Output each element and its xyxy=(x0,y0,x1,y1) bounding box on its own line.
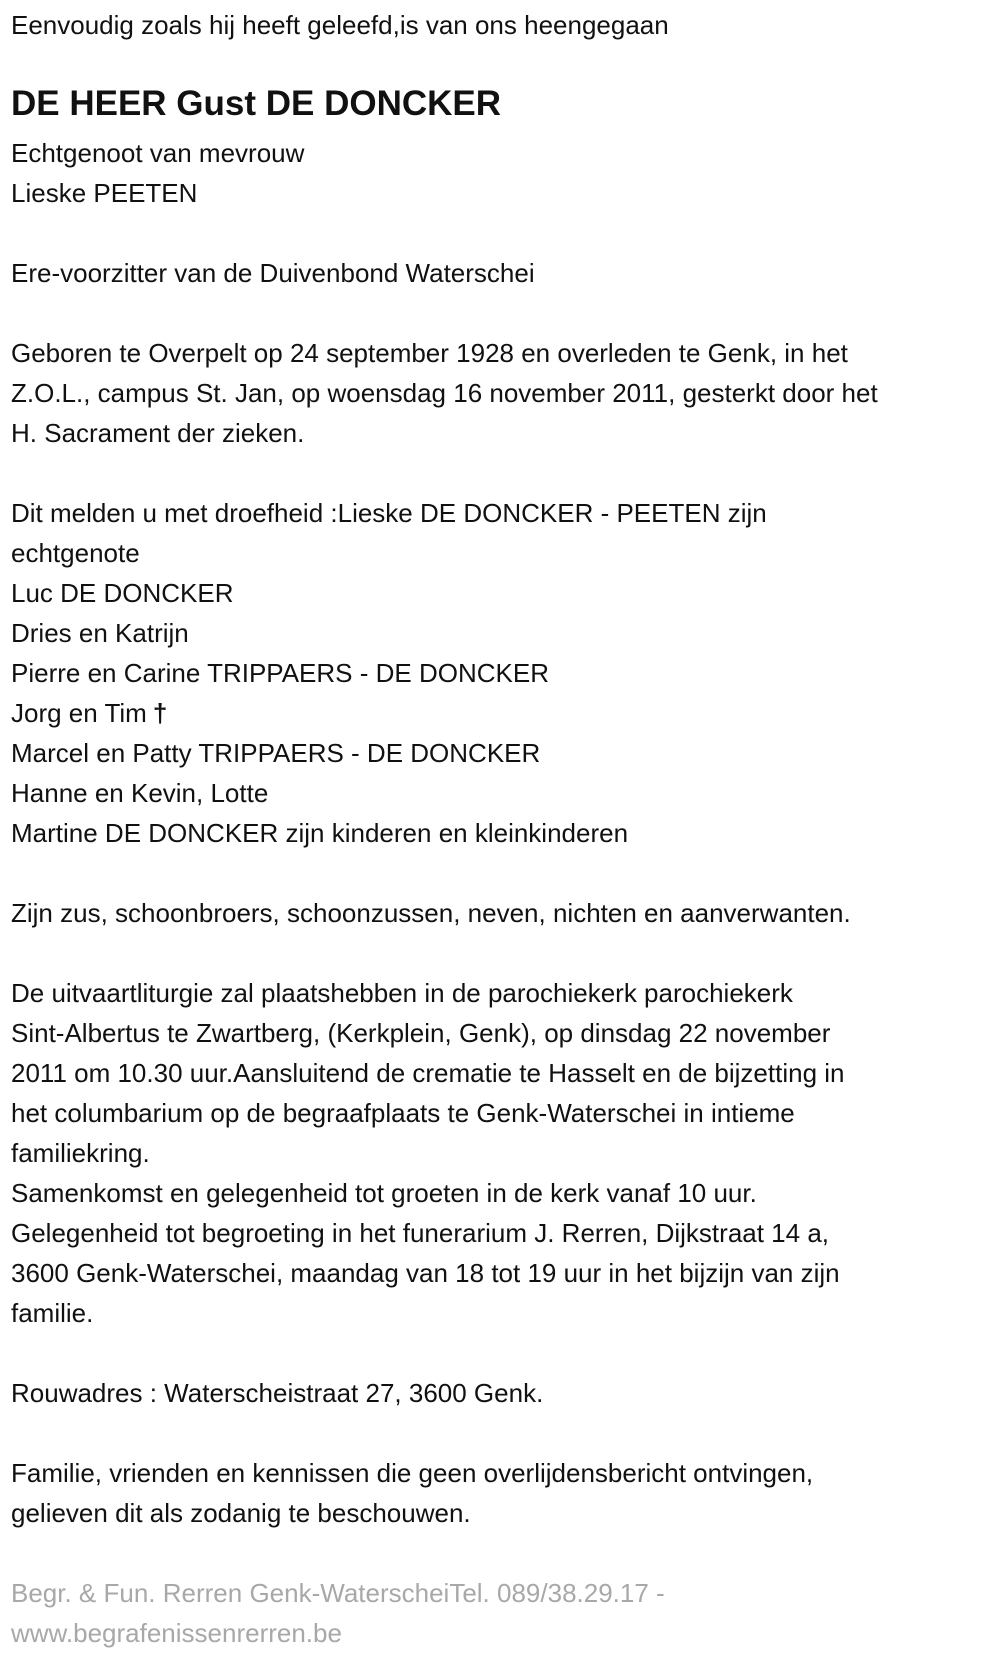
family-line: Dries en Katrijn xyxy=(11,618,189,648)
text-line: 2011 om 10.30 uur.Aansluitend de crematie te Hasselt en de bijzetting in xyxy=(11,1058,845,1088)
text-line: H. Sacrament der zieken. xyxy=(11,418,305,448)
deceased-name: DE HEER Gust DE DONCKER xyxy=(11,84,502,123)
family-line: Marcel en Patty TRIPPAERS - DE DONCKER xyxy=(11,738,541,768)
funeral-home-contact: Begr. & Fun. Rerren Genk-WaterscheiTel. 089/38.29.17 - xyxy=(11,1578,665,1608)
family-line xyxy=(11,693,1000,733)
text-line: Samenkomst en gelegenheid tot groeten in de kerk vanaf 10 uur. xyxy=(11,1178,757,1208)
text-line: het columbarium op de begraafplaats te Genk-Waterschei in intieme xyxy=(11,1098,795,1128)
family-line: Luc DE DONCKER xyxy=(11,578,234,608)
mourning-address: Rouwadres : Waterscheistraat 27, 3600 Genk. xyxy=(11,1378,544,1408)
cross-icon: † xyxy=(152,698,168,728)
family-line: Pierre en Carine TRIPPAERS - DE DONCKER xyxy=(11,658,549,688)
family-line: echtgenote xyxy=(11,538,140,568)
notice-paragraph xyxy=(11,1453,1000,1533)
text-line: Geboren te Overpelt op 24 september 1928 en overleden te Genk, in het xyxy=(11,338,848,368)
text-line: Gelegenheid tot begroeting in het funerarium J. Rerren, Dijkstraat 14 a, xyxy=(11,1218,830,1248)
family-name: Jorg en Tim xyxy=(11,698,147,728)
birth-death-paragraph xyxy=(11,333,1000,453)
text-line: familie. xyxy=(11,1298,94,1328)
family-line: Dit melden u met droefheid :Lieske DE DONCKER - PEETEN zijn xyxy=(11,498,767,528)
family-line: Martine DE DONCKER zijn kinderen en kleinkinderen xyxy=(11,818,629,848)
spouse-name: Lieske PEETEN xyxy=(11,178,198,208)
text-line: Sint-Albertus te Zwartberg, (Kerkplein, Genk), op dinsdag 22 november xyxy=(11,1018,831,1048)
intro-text: Eenvoudig zoals hij heeft geleefd,is van ons heengegaan xyxy=(11,10,669,40)
funeral-paragraph xyxy=(11,973,1000,1333)
text-line: gelieven dit als zodanig te beschouwen. xyxy=(11,1498,471,1528)
honor-text: Ere-voorzitter van de Duivenbond Waterschei xyxy=(11,258,535,288)
text-line: familiekring. xyxy=(11,1138,150,1168)
funeral-home-website[interactable]: www.begrafenissenrerren.be xyxy=(11,1618,342,1648)
funeral-home-footer xyxy=(11,1573,1000,1653)
text-line: Familie, vrienden en kennissen die geen overlijdensbericht ontvingen, xyxy=(11,1458,814,1488)
text-line: De uitvaartliturgie zal plaatshebben in de parochiekerk parochiekerk xyxy=(11,978,793,1008)
text-line: Z.O.L., campus St. Jan, op woensdag 16 november 2011, gesterkt door het xyxy=(11,378,878,408)
relatives-text: Zijn zus, schoonbroers, schoonzussen, neven, nichten en aanverwanten. xyxy=(11,898,851,928)
spouse-line: Echtgenoot van mevrouw xyxy=(11,138,305,168)
family-list xyxy=(11,493,1000,853)
family-line: Hanne en Kevin, Lotte xyxy=(11,778,269,808)
text-line: 3600 Genk-Waterschei, maandag van 18 tot 19 uur in het bijzijn van zijn xyxy=(11,1258,840,1288)
